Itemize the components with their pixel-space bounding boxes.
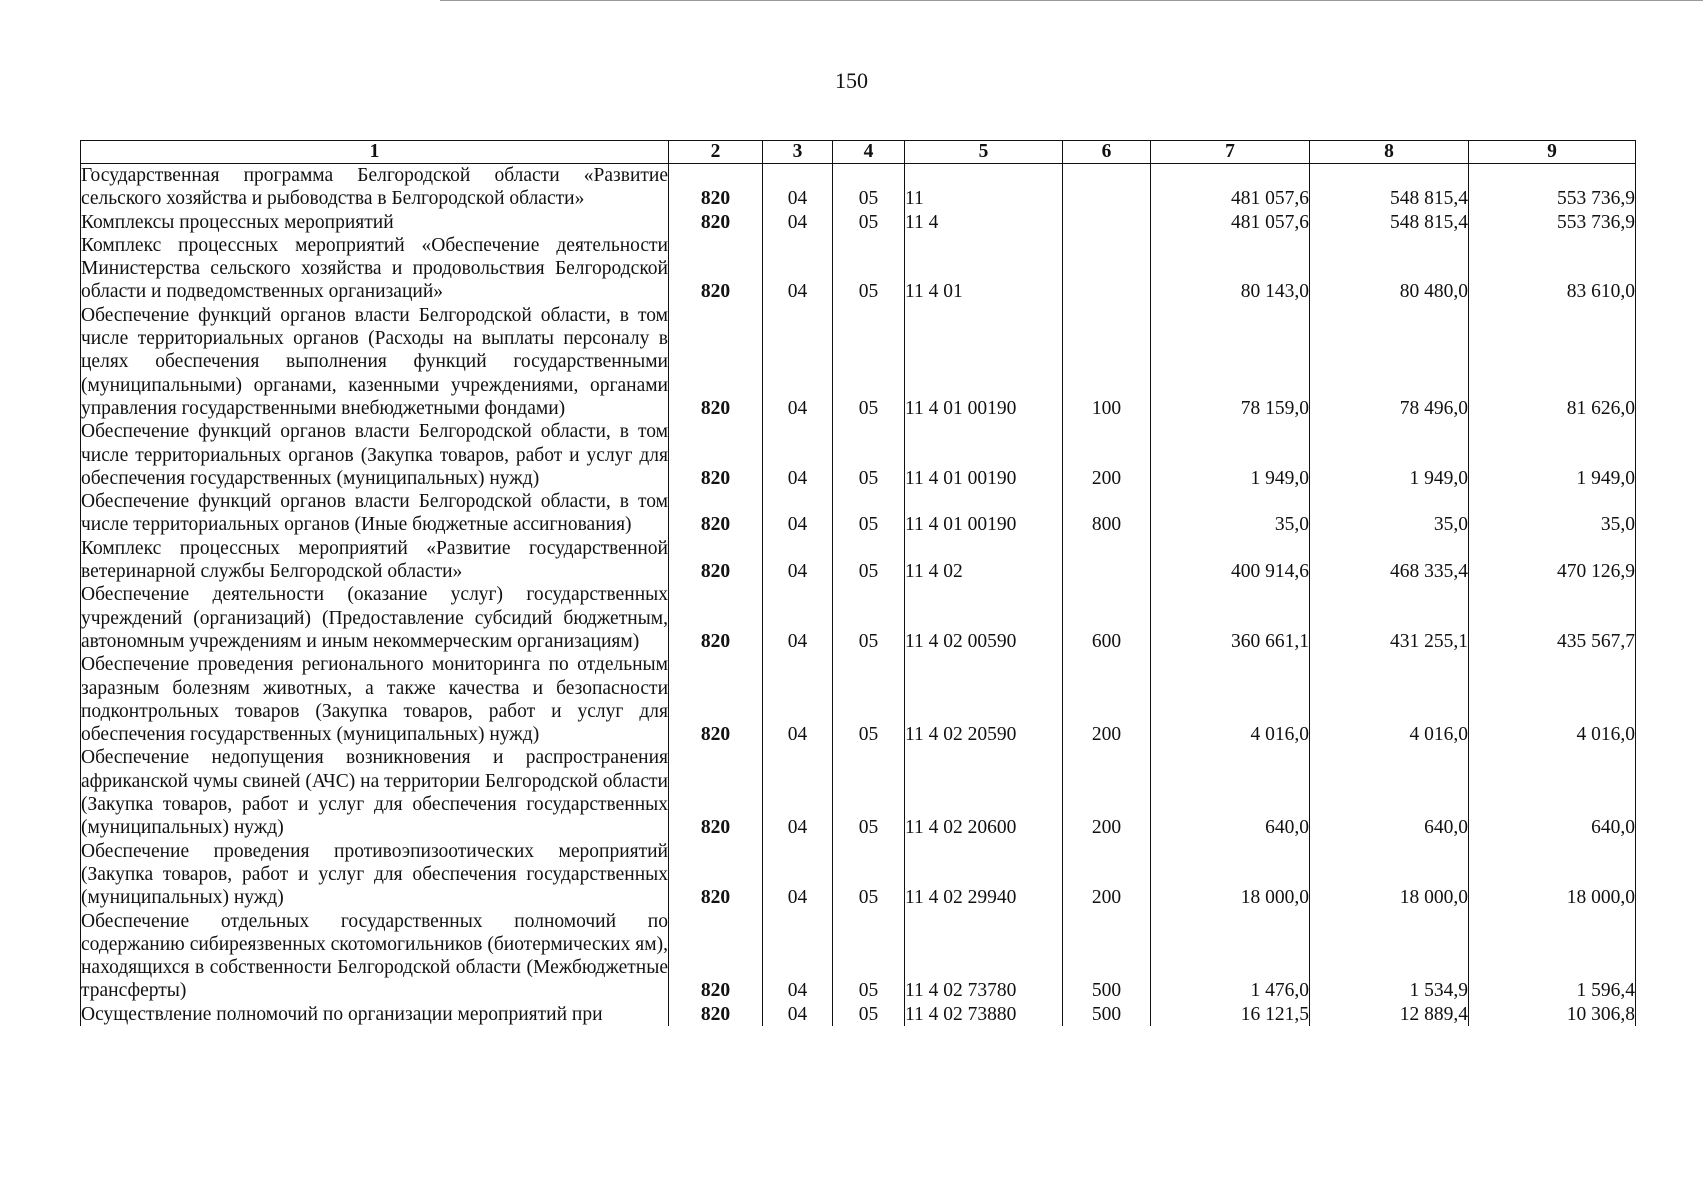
amount-year-2: 640,0 xyxy=(1310,746,1469,839)
subsection-code: 05 xyxy=(833,420,905,490)
table-body xyxy=(81,164,1636,1026)
table-row xyxy=(81,304,1636,420)
amount-year-2: 1 949,0 xyxy=(1310,420,1469,490)
column-header-4: 4 xyxy=(833,141,905,164)
subsection-code: 05 xyxy=(833,211,905,234)
section-code: 04 xyxy=(763,304,833,420)
section-code: 04 xyxy=(763,490,833,537)
amount-year-3: 435 567,7 xyxy=(1469,583,1636,653)
amount-year-1: 80 143,0 xyxy=(1151,234,1310,304)
expense-type-code: 600 xyxy=(1063,583,1151,653)
amount-year-1: 18 000,0 xyxy=(1151,840,1310,910)
amount-year-2: 548 815,4 xyxy=(1310,164,1469,211)
subsection-code: 05 xyxy=(833,910,905,1003)
subsection-code: 05 xyxy=(833,583,905,653)
target-article-code: 11 4 01 00190 xyxy=(905,420,1063,490)
row-description: Обеспечение функций органов власти Белгородской области, в том числе территориальных органов (Закупка товаров, работ и услуг для обеспечения государственных (муниципальных) нужд) xyxy=(81,421,668,489)
expense-type-code: 800 xyxy=(1063,490,1151,537)
table-row xyxy=(81,211,1636,234)
column-header-2: 2 xyxy=(669,141,763,164)
amount-year-1: 78 159,0 xyxy=(1151,304,1310,420)
ministry-code: 820 xyxy=(669,490,763,537)
target-article-code: 11 4 02 73780 xyxy=(905,910,1063,1003)
subsection-code: 05 xyxy=(833,164,905,211)
row-description: Обеспечение проведения регионального мониторинга по отдельным заразным болезням животных, а также качества и безопасности подконтрольных товаров (Закупка товаров, работ и услуг для обеспечения государственных (муниципальных) нужд) xyxy=(81,654,668,746)
section-code: 04 xyxy=(763,910,833,1003)
subsection-code: 05 xyxy=(833,840,905,910)
amount-year-2: 4 016,0 xyxy=(1310,653,1469,746)
column-header-7: 7 xyxy=(1151,141,1310,164)
amount-year-1: 481 057,6 xyxy=(1151,164,1310,211)
target-article-code: 11 4 01 xyxy=(905,234,1063,304)
target-article-code: 11 4 02 20600 xyxy=(905,746,1063,839)
subsection-code: 05 xyxy=(833,537,905,584)
row-description: Обеспечение недопущения возникновения и распространения африканской чумы свиней (АЧС) на территории Белгородской области (Закупка товаров, работ и услуг для обеспечения государственных (муниципальных) нужд) xyxy=(81,747,668,839)
row-description: Обеспечение проведения противоэпизоотических мероприятий (Закупка товаров, работ и услуг для обеспечения государственных (муниципальных) нужд) xyxy=(81,840,668,909)
amount-year-1: 35,0 xyxy=(1151,490,1310,537)
table-row xyxy=(81,537,1636,584)
amount-year-1: 360 661,1 xyxy=(1151,583,1310,653)
subsection-code: 05 xyxy=(833,304,905,420)
amount-year-2: 12 889,4 xyxy=(1310,1003,1469,1026)
row-description: Комплексы процессных мероприятий xyxy=(81,211,669,234)
subsection-code: 05 xyxy=(833,1003,905,1026)
target-article-code: 11 4 xyxy=(905,211,1063,234)
row-description: Обеспечение функций органов власти Белгородской области, в том числе территориальных органов (Расходы на выплаты персоналу в целях обеспечения выполнения функций государственными (муниципальными) органами, казенными учреждениями, органами управления государственными внебюджетными фондами) xyxy=(81,304,668,419)
column-header-9: 9 xyxy=(1469,141,1636,164)
table-row xyxy=(81,164,1636,211)
table-row xyxy=(81,653,1636,746)
amount-year-2: 80 480,0 xyxy=(1310,234,1469,304)
row-description: Государственная программа Белгородской области «Развитие сельского хозяйства и рыбоводства в Белгородской области» xyxy=(81,165,668,210)
row-description: Обеспечение деятельности (оказание услуг) государственных учреждений (организаций) (Предоставление субсидий бюджетным, автономным учреждениям и иным некоммерческим организациям) xyxy=(81,584,668,652)
column-header-3: 3 xyxy=(763,141,833,164)
expense-type-code: 200 xyxy=(1063,840,1151,910)
amount-year-1: 481 057,6 xyxy=(1151,211,1310,234)
expense-type-code xyxy=(1063,164,1151,211)
expense-type-code xyxy=(1063,211,1151,234)
section-code: 04 xyxy=(763,746,833,839)
row-description: Осуществление полномочий по организации мероприятий при xyxy=(81,1003,669,1026)
target-article-code: 11 4 01 00190 xyxy=(905,490,1063,537)
target-article-code: 11 4 02 20590 xyxy=(905,653,1063,746)
column-header-1: 1 xyxy=(81,141,669,164)
amount-year-3: 35,0 xyxy=(1469,490,1636,537)
amount-year-3: 81 626,0 xyxy=(1469,304,1636,420)
row-description: Обеспечение отдельных государственных полномочий по содержанию сибиреязвенных скотомогильников (биотермических ям), находящихся в собственности Белгородской области (Межбюджетные трансферты) xyxy=(81,910,668,1002)
amount-year-3: 83 610,0 xyxy=(1469,234,1636,304)
table-row xyxy=(81,910,1636,1003)
section-code: 04 xyxy=(763,1003,833,1026)
top-scan-rule xyxy=(440,0,1703,1)
target-article-code: 11 4 01 00190 xyxy=(905,304,1063,420)
target-article-code: 11 xyxy=(905,164,1063,211)
ministry-code: 820 xyxy=(669,1003,763,1026)
target-article-code: 11 4 02 xyxy=(905,537,1063,584)
ministry-code: 820 xyxy=(669,211,763,234)
amount-year-3: 640,0 xyxy=(1469,746,1636,839)
subsection-code: 05 xyxy=(833,490,905,537)
amount-year-3: 1 949,0 xyxy=(1469,420,1636,490)
amount-year-2: 431 255,1 xyxy=(1310,583,1469,653)
page-number: 150 xyxy=(835,68,868,93)
subsection-code: 05 xyxy=(833,234,905,304)
amount-year-3: 553 736,9 xyxy=(1469,211,1636,234)
amount-year-3: 470 126,9 xyxy=(1469,537,1636,584)
amount-year-1: 16 121,5 xyxy=(1151,1003,1310,1026)
expense-type-code: 500 xyxy=(1063,910,1151,1003)
amount-year-2: 18 000,0 xyxy=(1310,840,1469,910)
section-code: 04 xyxy=(763,840,833,910)
section-code: 04 xyxy=(763,164,833,211)
ministry-code: 820 xyxy=(669,420,763,490)
expense-type-code xyxy=(1063,234,1151,304)
column-header-5: 5 xyxy=(905,141,1063,164)
amount-year-3: 553 736,9 xyxy=(1469,164,1636,211)
amount-year-3: 4 016,0 xyxy=(1469,653,1636,746)
section-code: 04 xyxy=(763,234,833,304)
ministry-code: 820 xyxy=(669,234,763,304)
column-number-row xyxy=(81,141,1636,164)
expense-type-code: 100 xyxy=(1063,304,1151,420)
section-code: 04 xyxy=(763,653,833,746)
column-header-8: 8 xyxy=(1310,141,1469,164)
section-code: 04 xyxy=(763,537,833,584)
amount-year-2: 1 534,9 xyxy=(1310,910,1469,1003)
amount-year-3: 18 000,0 xyxy=(1469,840,1636,910)
amount-year-1: 1 949,0 xyxy=(1151,420,1310,490)
table-row xyxy=(81,840,1636,910)
expense-type-code: 200 xyxy=(1063,653,1151,746)
expense-type-code xyxy=(1063,537,1151,584)
amount-year-2: 548 815,4 xyxy=(1310,211,1469,234)
table-row xyxy=(81,583,1636,653)
ministry-code: 820 xyxy=(669,653,763,746)
section-code: 04 xyxy=(763,420,833,490)
expense-type-code: 500 xyxy=(1063,1003,1151,1026)
column-header-6: 6 xyxy=(1063,141,1151,164)
ministry-code: 820 xyxy=(669,537,763,584)
amount-year-1: 400 914,6 xyxy=(1151,537,1310,584)
row-description: Обеспечение функций органов власти Белгородской области, в том числе территориальных органов (Иные бюджетные ассигнования) xyxy=(81,491,668,536)
ministry-code: 820 xyxy=(669,304,763,420)
target-article-code: 11 4 02 29940 xyxy=(905,840,1063,910)
ministry-code: 820 xyxy=(669,583,763,653)
amount-year-1: 1 476,0 xyxy=(1151,910,1310,1003)
amount-year-3: 10 306,8 xyxy=(1469,1003,1636,1026)
amount-year-3: 1 596,4 xyxy=(1469,910,1636,1003)
table-row xyxy=(81,420,1636,490)
target-article-code: 11 4 02 00590 xyxy=(905,583,1063,653)
table-row xyxy=(81,234,1636,304)
section-code: 04 xyxy=(763,583,833,653)
amount-year-1: 4 016,0 xyxy=(1151,653,1310,746)
row-description: Комплекс процессных мероприятий «Развитие государственной ветеринарной службы Белгородской области» xyxy=(81,537,668,583)
target-article-code: 11 4 02 73880 xyxy=(905,1003,1063,1026)
amount-year-1: 640,0 xyxy=(1151,746,1310,839)
amount-year-2: 468 335,4 xyxy=(1310,537,1469,584)
ministry-code: 820 xyxy=(669,164,763,211)
table-row xyxy=(81,490,1636,537)
amount-year-2: 35,0 xyxy=(1310,490,1469,537)
ministry-code: 820 xyxy=(669,840,763,910)
subsection-code: 05 xyxy=(833,746,905,839)
subsection-code: 05 xyxy=(833,653,905,746)
budget-table xyxy=(80,140,1636,1026)
amount-year-2: 78 496,0 xyxy=(1310,304,1469,420)
ministry-code: 820 xyxy=(669,910,763,1003)
row-description: Комплекс процессных мероприятий «Обеспечение деятельности Министерства сельского хозяйства и продовольствия Белгородской области и подведомственных организаций» xyxy=(81,234,668,303)
expense-type-code: 200 xyxy=(1063,746,1151,839)
table-row xyxy=(81,1003,1636,1026)
section-code: 04 xyxy=(763,211,833,234)
table-row xyxy=(81,746,1636,839)
ministry-code: 820 xyxy=(669,746,763,839)
expense-type-code: 200 xyxy=(1063,420,1151,490)
